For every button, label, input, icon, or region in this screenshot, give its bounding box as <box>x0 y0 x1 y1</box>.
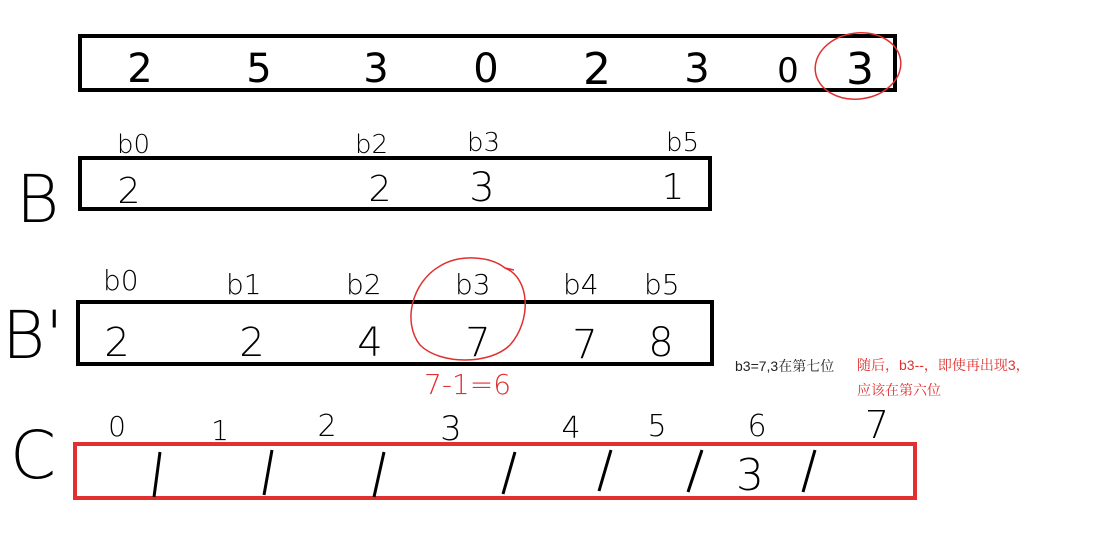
array-b-prime-label: B' <box>2 297 64 374</box>
array-b-prime-value: 7 <box>465 320 491 366</box>
array-c <box>10 403 915 501</box>
array-b-value: 1 <box>661 167 685 208</box>
array-b <box>16 128 710 238</box>
array-b-prime <box>2 258 712 401</box>
cell-divider <box>154 452 160 497</box>
array-b-prime-value: 7 <box>572 322 598 368</box>
array-b-prime-value: 2 <box>104 320 130 366</box>
cell-divider <box>264 450 272 495</box>
array-a-value: 2 <box>127 46 153 92</box>
array-a-value: 2 <box>583 44 611 95</box>
array-b-prime-box <box>78 302 712 364</box>
array-c-index: 1 <box>211 414 229 447</box>
array-b-prime-index: b0 <box>103 264 139 297</box>
array-b-prime-value: 2 <box>239 320 265 366</box>
array-b-prime-index: b3 <box>455 268 491 301</box>
array-b-prime-index: b5 <box>644 268 680 301</box>
array-a-value: 3 <box>846 44 874 95</box>
array-b-index: b0 <box>117 130 151 160</box>
notes <box>735 357 1030 398</box>
array-b-prime-value: 8 <box>648 320 674 366</box>
array-b-prime-index: b1 <box>226 268 262 301</box>
array-c-index: 0 <box>108 410 126 443</box>
array-c-label: C <box>10 417 57 494</box>
calc-note: 7-1=6 <box>424 368 512 401</box>
array-a-value: 3 <box>684 46 710 92</box>
array-c-index: 2 <box>317 409 337 444</box>
array-b-index: b5 <box>666 128 700 158</box>
array-b-box <box>80 158 710 209</box>
array-c-index: 7 <box>864 403 890 447</box>
position-note: b3=7,3在第七位 <box>735 358 835 374</box>
array-b-index: b3 <box>467 128 501 158</box>
array-c-index: 3 <box>440 409 462 449</box>
array-b-index: b2 <box>355 130 389 160</box>
array-a-value: 5 <box>246 46 272 92</box>
cell-divider <box>599 450 611 491</box>
array-a-value: 0 <box>777 51 799 91</box>
array-b-value: 2 <box>368 169 392 210</box>
array-c-index: 6 <box>747 409 767 444</box>
array-c-filled-value: 3 <box>736 450 764 501</box>
array-b-label: B <box>16 161 60 238</box>
array-b-prime-index: b2 <box>346 268 382 301</box>
array-b-value: 2 <box>117 171 141 212</box>
array-a-value: 3 <box>363 46 389 92</box>
array-c-index: 4 <box>561 411 581 446</box>
cell-divider <box>503 452 515 494</box>
array-a-value: 0 <box>473 46 499 92</box>
array-b-prime-value: 4 <box>357 320 383 366</box>
array-a <box>80 27 905 104</box>
cell-divider <box>688 450 702 492</box>
follow-note-line1: 随后，b3--，即使再出现3， <box>857 357 1030 373</box>
array-c-box <box>75 444 915 498</box>
cell-divider <box>374 452 384 497</box>
array-b-value: 3 <box>469 165 495 211</box>
follow-note-line2: 应该在第六位 <box>857 382 941 398</box>
cell-divider <box>803 450 815 492</box>
array-c-index: 5 <box>647 409 667 444</box>
array-b-prime-index: b4 <box>563 268 599 301</box>
